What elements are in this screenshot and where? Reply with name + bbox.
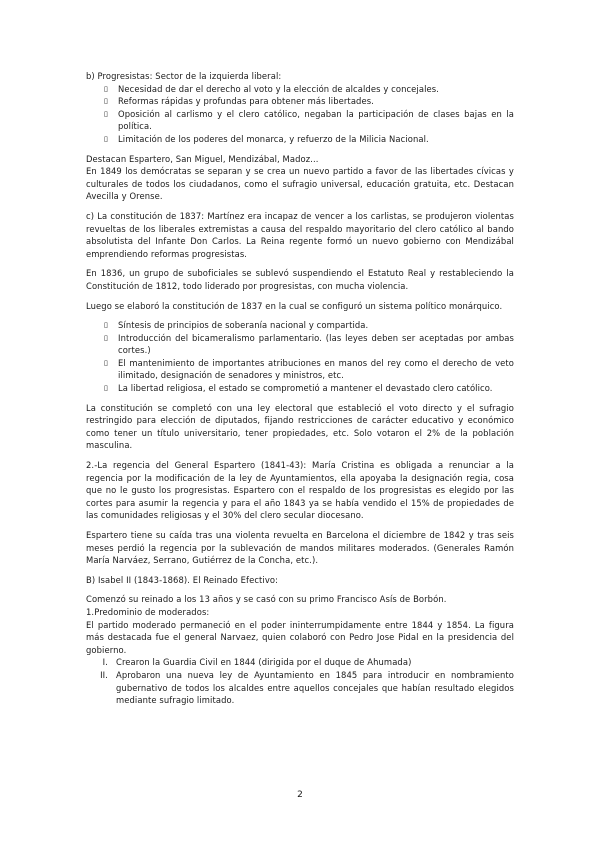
paragraph-1849: En 1849 los demócratas se separan y se crea un nuevo partido a favor de las libertades cívicas y culturales de todos los ciudadanos, como el sufragio universal, educación gratuita, etc. Destacan Avecilla y Orense. bbox=[86, 166, 514, 202]
bullet-icon: ▯ bbox=[104, 358, 108, 367]
paragraph-1836: En 1836, un grupo de suboficiales se sublevó suspendiendo el Estatuto Real y restableciendo la Constitución de 1812, todo liderado por progresistas, con mucha violencia. bbox=[86, 268, 514, 291]
bullet-icon: ▯ bbox=[104, 384, 108, 393]
page-number: 2 bbox=[297, 790, 303, 800]
bullet-icon: ▯ bbox=[104, 321, 108, 330]
list-item: I. Crearon la Guardia Civil en 1844 (dirigida por el duque de Ahumada) bbox=[86, 656, 514, 669]
list-item: ▯ La libertad religiosa, el estado se comprometió a mantener el devastado clero católico. bbox=[104, 383, 493, 394]
bullet-icon: ▯ bbox=[104, 84, 108, 93]
paragraph-comenzo: Comenzó su reinado a los 13 años y se casó con su primo Francisco Asís de Borbón. bbox=[86, 594, 447, 605]
page-content bbox=[86, 70, 514, 707]
list-item: ▯ Oposición al carlismo y el clero católico, negaban la participación de clases bajas en la política. bbox=[104, 108, 514, 132]
paragraph-moderado: El partido moderado permaneció en el poder ininterrumpidamente entre 1844 y 1854. La figura más destacada fue el general Narvaez, quien colaboró con Pedro Jose Pidal en la presidencia del gobierno. bbox=[86, 619, 514, 655]
roman-numeral: I. bbox=[102, 657, 108, 668]
list-item: ▯ Síntesis de principios de soberanía nacional y compartida. bbox=[104, 320, 369, 331]
paragraph-espartero: Espartero tiene su caída tras una violenta revuelta en Barcelona el diciembre de 1842 y tras seis meses perdió la regencia por la sublevación de mandos militares moderados. (Generales Ramón María Narváez, Serrano, Gutiérrez de la Concha, etc.). bbox=[86, 530, 514, 566]
list-item: ▯ Necesidad de dar el derecho al voto y la elección de alcaldes y concejales. bbox=[104, 83, 439, 94]
isabel-heading: B) Isabel II (1843-1868). El Reinado Efectivo: bbox=[86, 574, 279, 585]
paragraph-regencia: 2.-La regencia del General Espartero (1841-43): María Cristina es obligada a renunciar a la regencia por la modificación de la ley de Ayuntamientos, ella apoyaba la designación regia, cosa que no le gusto los progresistas. Espartero con el respaldo de los progresistas es elegido por las cortes para asumir la regencia y para el año 1843 ya se había vendido el 15% de propiedades de las comunidades religiosas y el 30% del clero secular diocesano. bbox=[86, 460, 514, 521]
roman-numeral: II. bbox=[100, 669, 108, 680]
paragraph-completo: La constitución se completó con una ley electoral que estableció el voto directo y el sufragio restringido para elección de diputados, fijando restricciones de carácter educativo y económico como tener un título universitario, tener propiedades, etc. Solo votaron el 2% de la población masculina. bbox=[86, 402, 514, 451]
list-item: ▯ Reformas rápidas y profundas para obtener más libertades. bbox=[104, 96, 374, 107]
predominio-heading: 1.Predominio de moderados: bbox=[86, 606, 210, 617]
paragraph-constitucion-1837: c) La constitución de 1837: Martínez era incapaz de vencer a los carlistas, se produjeron violentas revueltas de los liberales extremistas a causa del respaldo mayoritario del clero católico al bando absolutista del Infante Don Carlos. La Reina regente formó un nuevo gobierno con Mendizábal emprendiendo reformas progresistas. bbox=[86, 210, 514, 259]
progresistas-list bbox=[86, 83, 514, 146]
list-item: ▯ El mantenimiento de importantes atribuciones en manos del rey como el derecho de veto ilimitado, designación de senadores y ministros, etc. bbox=[104, 357, 514, 381]
list-item: ▯ Introducción del bicameralismo parlamentario. (las leyes deben ser aceptadas por ambas cortes.) bbox=[104, 332, 514, 356]
roman-list bbox=[86, 656, 514, 706]
bullet-icon: ▯ bbox=[104, 134, 108, 143]
destacan-paragraph: Destacan Espartero, San Miguel, Mendizábal, Madoz... bbox=[86, 153, 319, 164]
bullet-icon: ▯ bbox=[104, 109, 108, 118]
bullet-icon: ▯ bbox=[104, 97, 108, 106]
bullet-icon: ▯ bbox=[104, 333, 108, 342]
progresistas-heading: b) Progresistas: Sector de la izquierda liberal: bbox=[86, 71, 282, 81]
list-item: ▯ Limitación de los poderes del monarca, y refuerzo de la Milicia Nacional. bbox=[104, 133, 429, 144]
paragraph-luego: Luego se elaboró la constitución de 1837 en la cual se configuró un sistema político monárquico. bbox=[86, 300, 503, 311]
list-item: II. Aprobaron una nueva ley de Ayuntamiento en 1845 para introducir en nombramiento gubernativo de todos los alcaldes entre aquellos concejales que habían resultado elegidos mediante sufragio limitado. bbox=[86, 669, 514, 707]
constitucion-list bbox=[86, 319, 514, 395]
